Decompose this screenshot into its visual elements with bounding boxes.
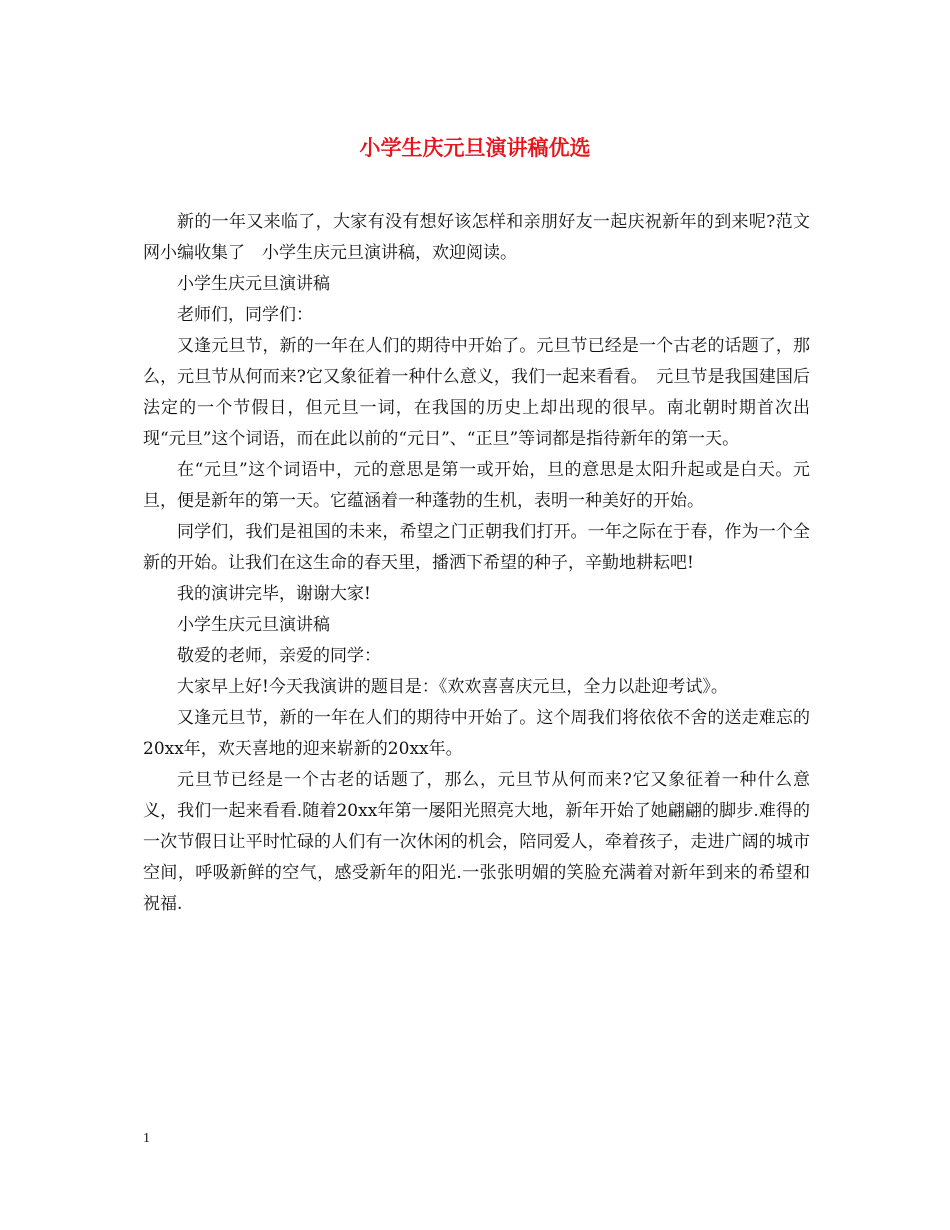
paragraph: 又逢元旦节，新的一年在人们的期待中开始了。这个周我们将依依不舍的送走难忘的20xx年，欢天喜地的迎来崭新的20xx年。 [143,708,810,759]
paragraph: 小学生庆元旦演讲稿 [177,615,330,635]
paragraph: 我的演讲完毕，谢谢大家! [177,584,371,604]
paragraph: 老师们，同学们： [177,305,313,325]
paragraph: 敬爱的老师，亲爱的同学： [177,646,381,666]
paragraph: 小学生庆元旦演讲稿 [177,274,330,294]
paragraph: 在“元旦”这个词语中，元的意思是第一或开始，旦的意思是太阳升起或是白天。元旦，便是新年的第一天。它蕴涵着一种蓬勃的生机，表明一种美好的开始。 [143,460,810,511]
paragraph: 同学们，我们是祖国的未来，希望之门正朝我们打开。一年之际在于春，作为一个全新的开始。让我们在这生命的春天里，播洒下希望的种子，辛勤地耕耘吧! [143,522,810,573]
paragraph: 新的一年又来临了，大家有没有想好该怎样和亲朋好友一起庆祝新年的到来呢?范文网小编收集了 小学生庆元旦演讲稿，欢迎阅读。 [143,212,810,263]
document-body [143,207,810,920]
paragraph: 又逢元旦节，新的一年在人们的期待中开始了。元旦节已经是一个古老的话题了，那么，元旦节从何而来?它又象征着一种什么意义，我们一起来看看。 元旦节是我国建国后法定的一个节假日，但元旦一词，在我国的历史上却出现的很早。南北朝时期首次出现“元旦”这个词语，而在此以前的“元日”、“正旦”等词都是指待新年的第一天。 [143,336,810,449]
page-title: 小学生庆元旦演讲稿优选 [359,135,591,160]
page-number: 1 [143,1131,150,1146]
paragraph: 大家早上好!今天我演讲的题目是：《欢欢喜喜庆元旦，全力以赴迎考试》。 [177,677,728,697]
paragraph: 元旦节已经是一个古老的话题了，那么，元旦节从何而来?它又象征着一种什么意义，我们一起来看看.随着20xx年第一屡阳光照亮大地，新年开始了她翩翩的脚步.难得的一次节假日让平时忙碌的人们有一次休闲的机会，陪同爱人，牵着孩子，走进广阔的城市空间，呼吸新鲜的空气，感受新年的阳光.一张张明媚的笑脸充满着对新年到来的希望和祝福. [143,770,810,914]
